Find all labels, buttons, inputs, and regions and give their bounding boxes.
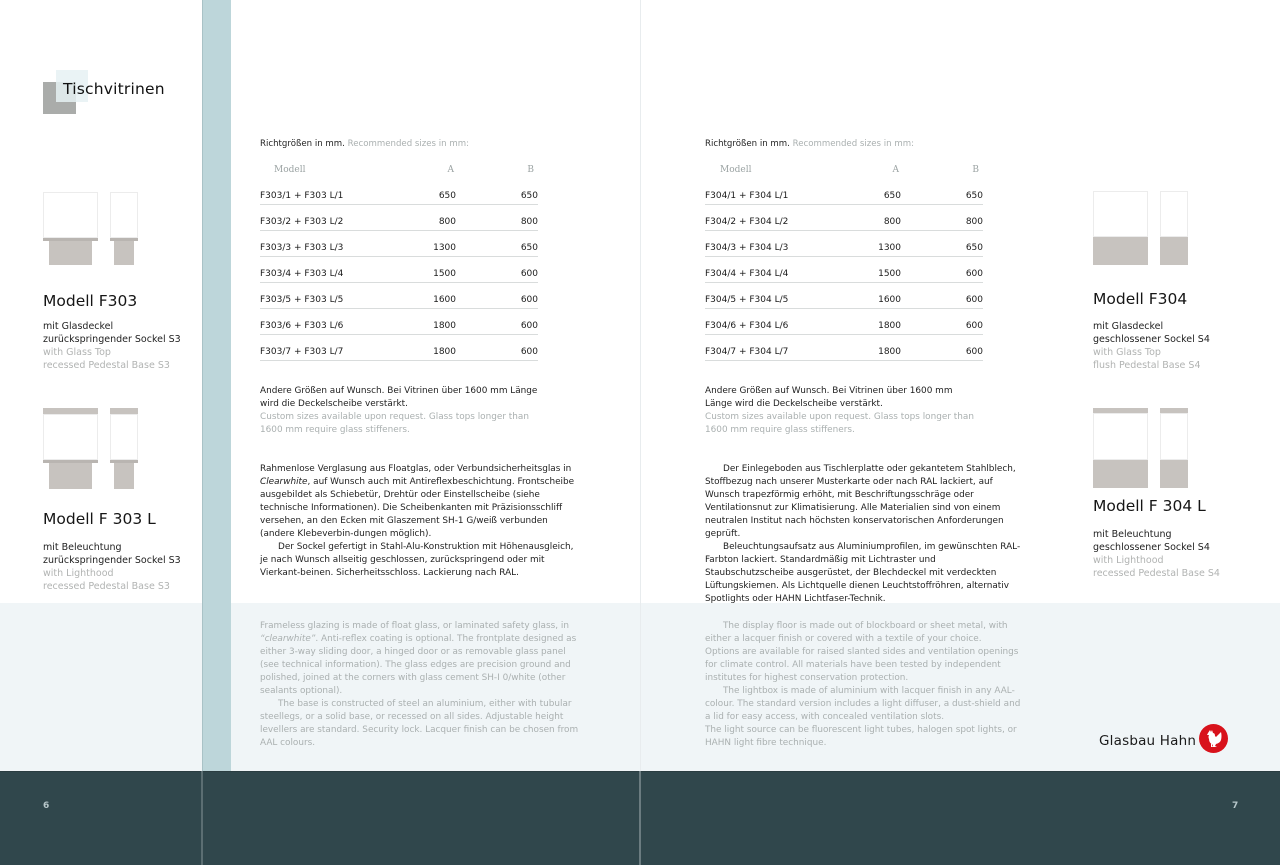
table-caption: Richtgrößen in mm. Recommended sizes in mm: — [260, 139, 469, 149]
model-title-f303l: Modell F 303 L — [43, 510, 156, 528]
model-desc-f303l — [43, 541, 181, 593]
size-note-f303 — [260, 385, 550, 437]
accent-stripe — [202, 0, 231, 771]
body-de-f303: Rahmenlose Verglasung aus Floatglas, oder Verbundsicherheitsglas in Clearwhite, auf Wunsch auch mit Antireflexbeschichtung. Frontscheibe ausgebildet als Schiebetür, Drehtür oder Einstellscheibe (siehe technische Informationen). Die Scheibenkanten mit Präzisionsschliff versehen, an den Ecken mit Glaszement SH-1 G/weiß verbunden (andere Klebeverbin-dungen möglich). Der Sockel gefertigt in Stahl-Alu-Konstruktion mit Höhenausgleich, je nach Wunsch allseitig geschlossen, zurückspringend oder mit Vierkant-beinen. Sicherheitsschloss. Lackierung nach RAL. — [260, 464, 575, 578]
sizes-table-f303 — [260, 139, 538, 373]
table-header: Modell A B — [274, 165, 534, 175]
page-number-right: 7 — [1232, 801, 1239, 811]
model-desc-de: geschlossener Sockel S4 — [1093, 334, 1210, 345]
rooster-icon — [1199, 724, 1228, 753]
model-title-f303: Modell F303 — [43, 292, 138, 310]
model-desc-de: zurückspringender Sockel S3 — [43, 334, 181, 345]
body-en-f304: The display floor is made out of blockboard or sheet metal, with either a lacquer finish or covered with a textile of your choice. Options are available for raised slanted sides and ventilation openings for climate control. All materials have been tested by independent institutes for highest conservation protection. The lightbox is made of aluminium with lacquer finish in any AAL-colour. The standard version includes a light diffuser, a dust-shield and a lid for easy access, with concealed ventilation slots. The light source can be fluorescent light tubes, halogen spot lights, or HAHN light fibre technique. — [705, 621, 1021, 748]
table-row: F303/6 + F303 L/6 1800 600 — [260, 321, 538, 347]
model-desc-de: geschlossener Sockel S4 — [1093, 542, 1210, 553]
model-desc-en: with Glass Top — [1093, 347, 1161, 358]
table-caption: Richtgrößen in mm. Recommended sizes in mm: — [705, 139, 914, 149]
model-desc-de: mit Glasdeckel — [1093, 321, 1164, 332]
model-desc-f304 — [1093, 320, 1210, 372]
model-desc-en: with Lighthood — [43, 568, 114, 579]
sizes-table-f304 — [705, 139, 983, 373]
model-title-f304l: Modell F 304 L — [1093, 497, 1206, 515]
table-row: F303/7 + F303 L/7 1800 600 — [260, 347, 538, 373]
table-row: F303/5 + F303 L/5 1600 600 — [260, 295, 538, 321]
table-row: F304/3 + F304 L/3 1300 650 — [705, 243, 983, 269]
size-note-f304 — [705, 385, 975, 437]
model-desc-f303 — [43, 320, 181, 372]
model-desc-en: recessed Pedestal Base S4 — [1093, 568, 1220, 579]
model-desc-en: with Glass Top — [43, 347, 111, 358]
table-row: F303/3 + F303 L/3 1300 650 — [260, 243, 538, 269]
table-row: F304/6 + F304 L/6 1800 600 — [705, 321, 983, 347]
model-desc-en: with Lighthood — [1093, 555, 1164, 566]
page-spine — [640, 0, 641, 771]
model-desc-en: recessed Pedestal Base S3 — [43, 581, 170, 592]
note-de: Andere Größen auf Wunsch. Bei Vitrinen über 1600 mm Länge wird die Deckelscheibe verstärkt. — [260, 386, 538, 409]
note-en: Custom sizes available upon request. Glass tops longer than 1600 mm require glass stiffeners. — [705, 412, 974, 435]
model-title-f304: Modell F304 — [1093, 290, 1188, 308]
footer-spine — [639, 771, 641, 865]
page-number-left: 6 — [43, 801, 50, 811]
brand-name: Glasbau Hahn — [1099, 733, 1197, 749]
footer-divider — [201, 771, 203, 865]
note-en: Custom sizes available upon request. Glass tops longer than 1600 mm require glass stiffeners. — [260, 412, 529, 435]
model-desc-en: recessed Pedestal Base S3 — [43, 360, 170, 371]
table-row: F304/2 + F304 L/2 800 800 — [705, 217, 983, 243]
model-desc-f304l — [1093, 528, 1220, 580]
table-row: F303/4 + F303 L/4 1500 600 — [260, 269, 538, 295]
note-de: Andere Größen auf Wunsch. Bei Vitrinen über 1600 mm Länge wird die Deckelscheibe verstärkt. — [705, 386, 953, 409]
model-desc-de: zurückspringender Sockel S3 — [43, 555, 181, 566]
table-header: Modell A B — [720, 165, 979, 175]
table-row: F304/4 + F304 L/4 1500 600 — [705, 269, 983, 295]
model-desc-de: mit Beleuchtung — [43, 542, 122, 553]
section-title: Tischvitrinen — [63, 80, 165, 98]
model-desc-de: mit Glasdeckel — [43, 321, 114, 332]
body-de-f304: Der Einlegeboden aus Tischlerplatte oder gekantetem Stahlblech, Stoffbezug nach unserer Musterkarte oder nach RAL lackiert, auf Wunsch trapezförmig erhöht, mit Beschriftungsschräge oder Ventilationsnut zur Klimatisierung. Alle Materialien sind von einem neutralen Institut nach höchsten konservatorischen Anforderungen geprüft. Beleuchtungsaufsatz aus Aluminiumprofilen, im gewünschten RAL-Farbton lackiert. Standardmäßig mit Lichtraster und Staubschutzscheibe ausgerüstet, der Blechdeckel mit verdeckten Lüftungskiemen. Als Lichtquelle dienen Leuchtstoffröhren, alternativ Spotlights oder HAHN Lichtfaser-Technik. — [705, 464, 1021, 604]
model-desc-en: flush Pedestal Base S4 — [1093, 360, 1201, 371]
table-row: F304/5 + F304 L/5 1600 600 — [705, 295, 983, 321]
model-desc-de: mit Beleuchtung — [1093, 529, 1172, 540]
table-row: F304/7 + F304 L/7 1800 600 — [705, 347, 983, 373]
table-row: F303/2 + F303 L/2 800 800 — [260, 217, 538, 243]
body-en-f303: Frameless glazing is made of float glass, or laminated safety glass, in “clearwhite”. Anti-reflex coating is optional. The frontplate designed as either 3-way sliding door, a hinged door or as removable glass panel (see technical information). The glass edges are precision ground and polished, joined at the corners with glass cement SH-I 0/white (other sealants optional). The base is constructed of steel an aluminium, either with tubular steellegs, or a solid base, or recessed on all sides. Adjustable height levellers are standard. Security lock. Lacquer finish can be chosen from AAL colours. — [260, 621, 579, 748]
table-row: F303/1 + F303 L/1 650 650 — [260, 191, 538, 217]
table-row: F304/1 + F304 L/1 650 650 — [705, 191, 983, 217]
